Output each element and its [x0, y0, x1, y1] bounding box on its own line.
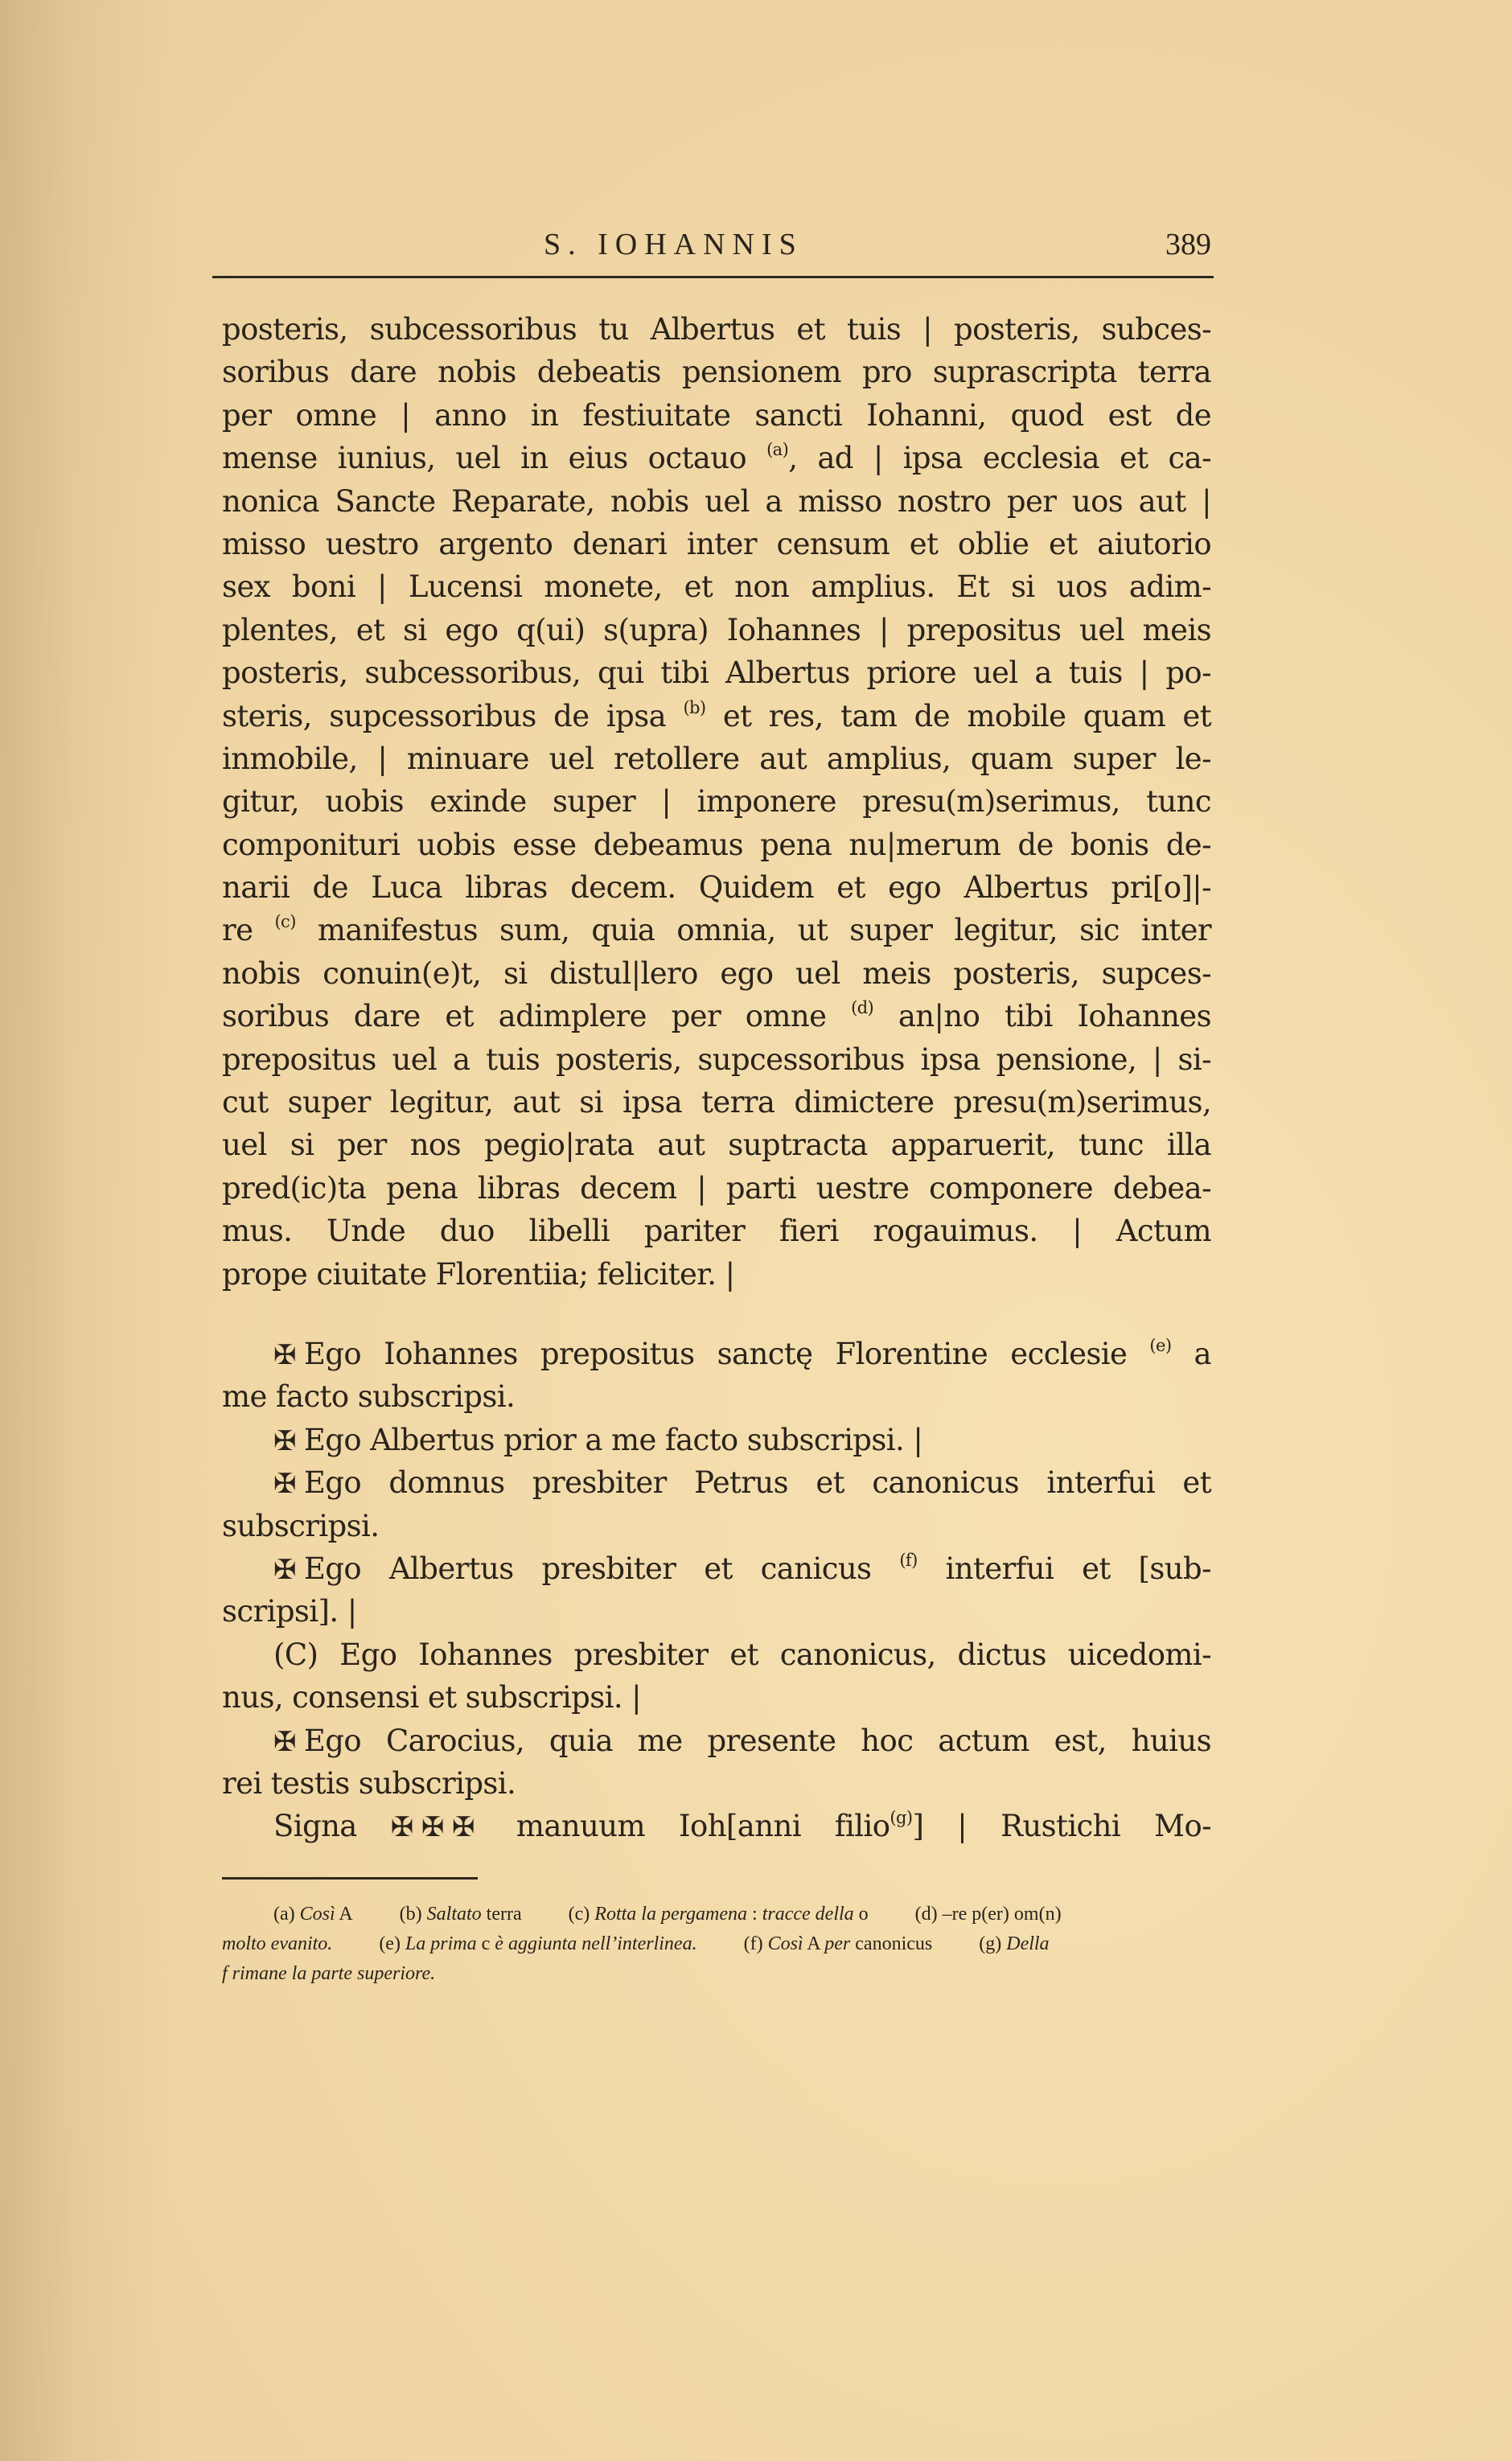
text-segment: manuum Ioh[anni filio	[482, 1809, 890, 1844]
footnote-italic: Della	[1006, 1933, 1050, 1954]
text-segment: mense iunius, uel in eius octauo	[222, 441, 767, 476]
footnote-label: (d)	[914, 1904, 938, 1925]
footnote-marker: (f)	[899, 1550, 918, 1570]
footnote-italic: Così	[299, 1904, 335, 1925]
text-segment: et res, tam de mobile quam et	[705, 698, 1211, 733]
footnote-marker: (c)	[274, 912, 296, 932]
footnote-label: (e)	[379, 1933, 401, 1954]
footnote-item	[222, 1929, 332, 1959]
text-line: posteris, subcessoribus, qui tibi Albertus priore uel a tuis | po-	[222, 655, 1211, 691]
footnote-item	[915, 1900, 1062, 1929]
text-segment: Ego Carocius, quia me presente hoc actum est, huius	[303, 1723, 1211, 1758]
text-segment: Ego Albertus presbiter et canicus	[303, 1551, 900, 1586]
footnote-roman: c	[476, 1933, 495, 1954]
footnote-label: (f)	[743, 1933, 763, 1954]
text-line: nonica Sancte Reparate, nobis uel a misso nostro per uos aut |	[222, 483, 1211, 519]
text-line: inmobile, | minuare uel retollere aut amplius, quam super le-	[222, 741, 1211, 776]
text-segment: , ad | ipsa ecclesia et ca-	[788, 441, 1211, 476]
footnote-item	[273, 1900, 353, 1929]
subscription-line	[222, 1375, 1211, 1418]
footnote-rule	[222, 1877, 478, 1880]
footnote-roman: A	[335, 1904, 353, 1925]
subscription-line	[222, 1505, 1211, 1547]
footnote-roman: :	[747, 1904, 762, 1925]
footnote-marker: (b)	[683, 697, 706, 717]
body-paragraph	[222, 308, 1211, 1296]
text-segment: re	[222, 913, 275, 948]
footnote-italic: Così	[767, 1933, 803, 1954]
footnote-italic: è aggiunta nell’interlinea.	[495, 1933, 697, 1954]
footnote-marker: (e)	[1149, 1335, 1172, 1355]
cross-pattee-icon: ✠	[273, 1468, 296, 1501]
footnote-item	[222, 1959, 435, 1989]
footnote-roman: terra	[481, 1904, 522, 1925]
text-segment: Signa	[273, 1809, 391, 1844]
footnote-item	[979, 1929, 1049, 1959]
main-text	[222, 308, 1211, 1848]
text-segment: an|no tibi Iohannes	[873, 999, 1211, 1034]
footnote-italic: molto evanito.	[222, 1933, 333, 1954]
footnote-item	[379, 1929, 696, 1959]
text-segment: Ego Iohannes prepositus sanctę Florentine ecclesie	[303, 1336, 1150, 1371]
subscription-line	[222, 1805, 1211, 1847]
text-segment: subscripsi.	[222, 1508, 380, 1543]
footnote-line	[222, 1900, 1211, 1929]
text-line: prope ciuitate Florentiia; feliciter. |	[222, 1256, 735, 1292]
footnotes	[222, 1900, 1211, 1989]
footnote-italic: Rotta la pergamena	[594, 1904, 748, 1925]
footnote-line	[222, 1959, 1211, 1989]
text-line	[222, 695, 1211, 737]
footnote-item	[744, 1929, 933, 1959]
subscription-line	[222, 1590, 1211, 1633]
footnote-italic: f rimane la parte superiore.	[222, 1963, 436, 1984]
text-segment: ] | Rustichi Mo-	[912, 1809, 1212, 1844]
subscription-line	[222, 1419, 1211, 1461]
text-segment: a	[1171, 1336, 1211, 1371]
text-line: posteris, subcessoribus tu Albertus et tuis | posteris, subces-	[222, 312, 1211, 347]
text-segment: Ego domnus presbiter Petrus et canonicus interfui et	[303, 1465, 1211, 1501]
subscription-line	[222, 1676, 1211, 1719]
text-line	[222, 909, 1211, 951]
footnote-marker: (a)	[766, 440, 789, 460]
text-segment: scripsi]. |	[222, 1594, 357, 1629]
text-line: cut super legitur, aut si ipsa terra dimictere presu(m)serimus,	[222, 1085, 1211, 1120]
footnote-item	[569, 1900, 869, 1929]
page-header	[222, 227, 1211, 267]
footnote-italic: La prima	[405, 1933, 477, 1954]
text-line: mus. Unde duo libelli pariter fieri rogauimus. | Actum	[222, 1214, 1211, 1249]
section-gap	[222, 1296, 1211, 1333]
text-segment: soribus dare et adimplere per omne	[222, 999, 852, 1034]
text-segment: nus, consensi et subscripsi. |	[222, 1680, 642, 1715]
text-line: plentes, et si ego q(ui) s(upra) Iohannes | prepositus uel meis	[222, 612, 1211, 647]
footnote-roman: A	[803, 1933, 825, 1954]
footnote-roman: –re p(er) om(n)	[942, 1904, 1062, 1925]
footnote-label: (a)	[273, 1904, 295, 1925]
text-line: gitur, uobis exinde super | imponere presu(m)serimus, tunc	[222, 784, 1211, 820]
subscription-line	[222, 1547, 1211, 1590]
running-title: S. IOHANNIS	[544, 228, 803, 261]
subscription-line	[222, 1461, 1211, 1504]
header-rule	[212, 276, 1214, 278]
text-segment: steris, supcessoribus de ipsa	[222, 698, 684, 733]
text-line: pred(ic)ta pena libras decem | parti uestre componere debea-	[222, 1170, 1211, 1206]
text-line: nobis conuin(e)t, si distul|lero ego uel meis posteris, supces-	[222, 955, 1211, 991]
text-line: soribus dare nobis debeatis pensionem pro suprascripta terra	[222, 355, 1211, 390]
text-segment: rei testis subscripsi.	[222, 1765, 516, 1801]
footnote-label: (b)	[399, 1904, 422, 1925]
subscription-line	[222, 1719, 1211, 1762]
cross-pattee-icon: ✠	[273, 1725, 296, 1758]
page-number: 389	[1165, 228, 1211, 261]
subscription-line	[222, 1762, 1211, 1805]
footnote-italic: Saltato	[426, 1904, 482, 1925]
text-line: uel si per nos pegio|rata aut suptracta apparuerit, tunc illa	[222, 1128, 1211, 1163]
cross-pattee-icon: ✠	[273, 1553, 296, 1586]
text-line: misso uestro argento denari inter censum et oblie et aiutorio	[222, 526, 1211, 561]
text-segment: manifestus sum, quia omnia, ut super legitur, sic inter	[295, 913, 1211, 948]
cross-pattee-icon: ✠	[273, 1424, 296, 1457]
footnote-marker: (g)	[890, 1808, 913, 1828]
text-segment: (C) Ego Iohannes presbiter et canonicus, dictus uicedomi-	[273, 1637, 1211, 1672]
footnote-italic: tracce della	[762, 1904, 854, 1925]
text-segment: Ego Albertus prior a me facto subscripsi. |	[303, 1422, 923, 1457]
footnote-label: (c)	[568, 1904, 590, 1925]
footnote-line	[222, 1929, 1211, 1959]
footnote-roman: o	[853, 1904, 869, 1925]
text-line: componituri uobis esse debeamus pena nu|merum de bonis de-	[222, 827, 1211, 862]
cross-pattee-icon: ✠	[273, 1338, 296, 1371]
footnote-marker: (d)	[851, 998, 874, 1018]
text-segment: interfui et [sub-	[917, 1551, 1211, 1586]
text-line: per omne | anno in festiuitate sancti Iohanni, quod est de	[222, 397, 1211, 433]
footnote-roman: canonicus	[850, 1933, 933, 1954]
text-line	[222, 437, 1211, 479]
text-line: narii de Luca libras decem. Quidem et ego Albertus pri[o]|-	[222, 870, 1211, 906]
text-line: sex boni | Lucensi monete, et non amplius. Et si uos adim-	[222, 569, 1211, 605]
cross-pattee-icon: ✠ ✠ ✠	[390, 1811, 475, 1844]
footnote-label: (g)	[979, 1933, 1002, 1954]
footnote-item	[400, 1900, 522, 1929]
subscriptions-block	[222, 1333, 1211, 1848]
text-line: prepositus uel a tuis posteris, supcessoribus ipsa pensione, | si-	[222, 1042, 1211, 1077]
text-line	[222, 995, 1211, 1037]
text-segment: me facto subscripsi.	[222, 1379, 516, 1415]
subscription-line	[222, 1633, 1211, 1676]
footnote-italic: per	[824, 1933, 851, 1954]
subscription-line	[222, 1333, 1211, 1375]
